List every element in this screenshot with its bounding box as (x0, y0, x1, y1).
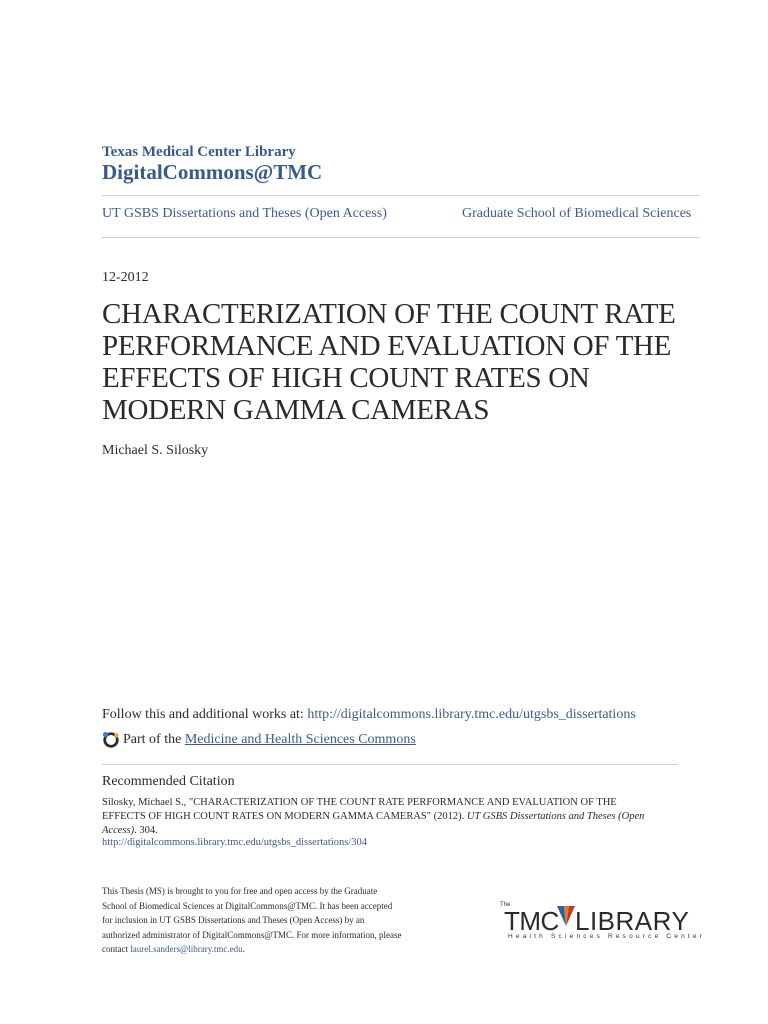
collection-url-link[interactable]: http://digitalcommons.library.tmc.edu/utgsbs_dissertations (307, 707, 636, 722)
school-link[interactable]: Graduate School of Biomedical Sciences (462, 206, 692, 221)
follow-prefix: Follow this and additional works at: (102, 707, 308, 722)
logo-mark-icon (555, 904, 577, 930)
commons-network-icon (102, 731, 120, 749)
publication-date: 12-2012 (102, 270, 149, 285)
citation-heading: Recommended Citation (102, 774, 235, 789)
access-notice (102, 884, 402, 957)
logo-subtitle: Health Sciences Resource Center (508, 933, 706, 940)
citation-main: Silosky, Michael S., "CHARACTERIZATION OF THE COUNT RATE PERFORMANCE AND EVALUATION OF THE EFFECTS OF HIGH COUNT RATES ON MODERN GAMMA CAMERAS" (2012). (102, 797, 617, 822)
logo-library: LIBRARY (575, 906, 690, 936)
part-of-line (102, 731, 416, 749)
citation-end: . 304. (134, 825, 158, 836)
logo-tmc: TMC (504, 906, 559, 936)
citation-text (102, 796, 662, 838)
repository-name[interactable]: DigitalCommons@TMC (102, 160, 323, 184)
part-of-prefix: Part of the (123, 732, 182, 747)
notice-text: This Thesis (MS) is brought to you for free and open access by the Graduate School of Biomedical Sciences at DigitalCommons@TMC. It has been accepted for inclusion in UT GSBS Dissertations and Theses (Open Access) by an authorized administrator of DigitalCommons@TMC. For more information, please contact (102, 886, 402, 954)
commons-link[interactable]: Medicine and Health Sciences Commons (184, 732, 416, 747)
notice-end: . (242, 944, 245, 954)
tmc-library-logo[interactable] (500, 898, 706, 944)
nav-divider (102, 237, 700, 238)
top-divider (102, 195, 700, 196)
document-title: CHARACTERIZATION OF THE COUNT RATE PERFORMANCE AND EVALUATION OF THE EFFECTS OF HIGH COUNT RATES ON MODERN GAMMA CAMERAS (102, 298, 676, 426)
logo-the: The (500, 902, 511, 908)
series-link[interactable]: UT GSBS Dissertations and Theses (Open Access) (102, 206, 387, 221)
follow-line (102, 707, 636, 723)
author-name: Michael S. Silosky (102, 443, 209, 458)
contact-email-link[interactable]: laurel.sanders@library.tmc.edu (130, 944, 243, 954)
citation-series: UT GSBS Dissertations and Theses (Open Access) (102, 811, 645, 836)
library-name[interactable]: Texas Medical Center Library (102, 144, 296, 160)
citation-url-link[interactable]: http://digitalcommons.library.tmc.edu/utgsbs_dissertations/304 (102, 837, 368, 848)
citation-divider (102, 764, 678, 765)
